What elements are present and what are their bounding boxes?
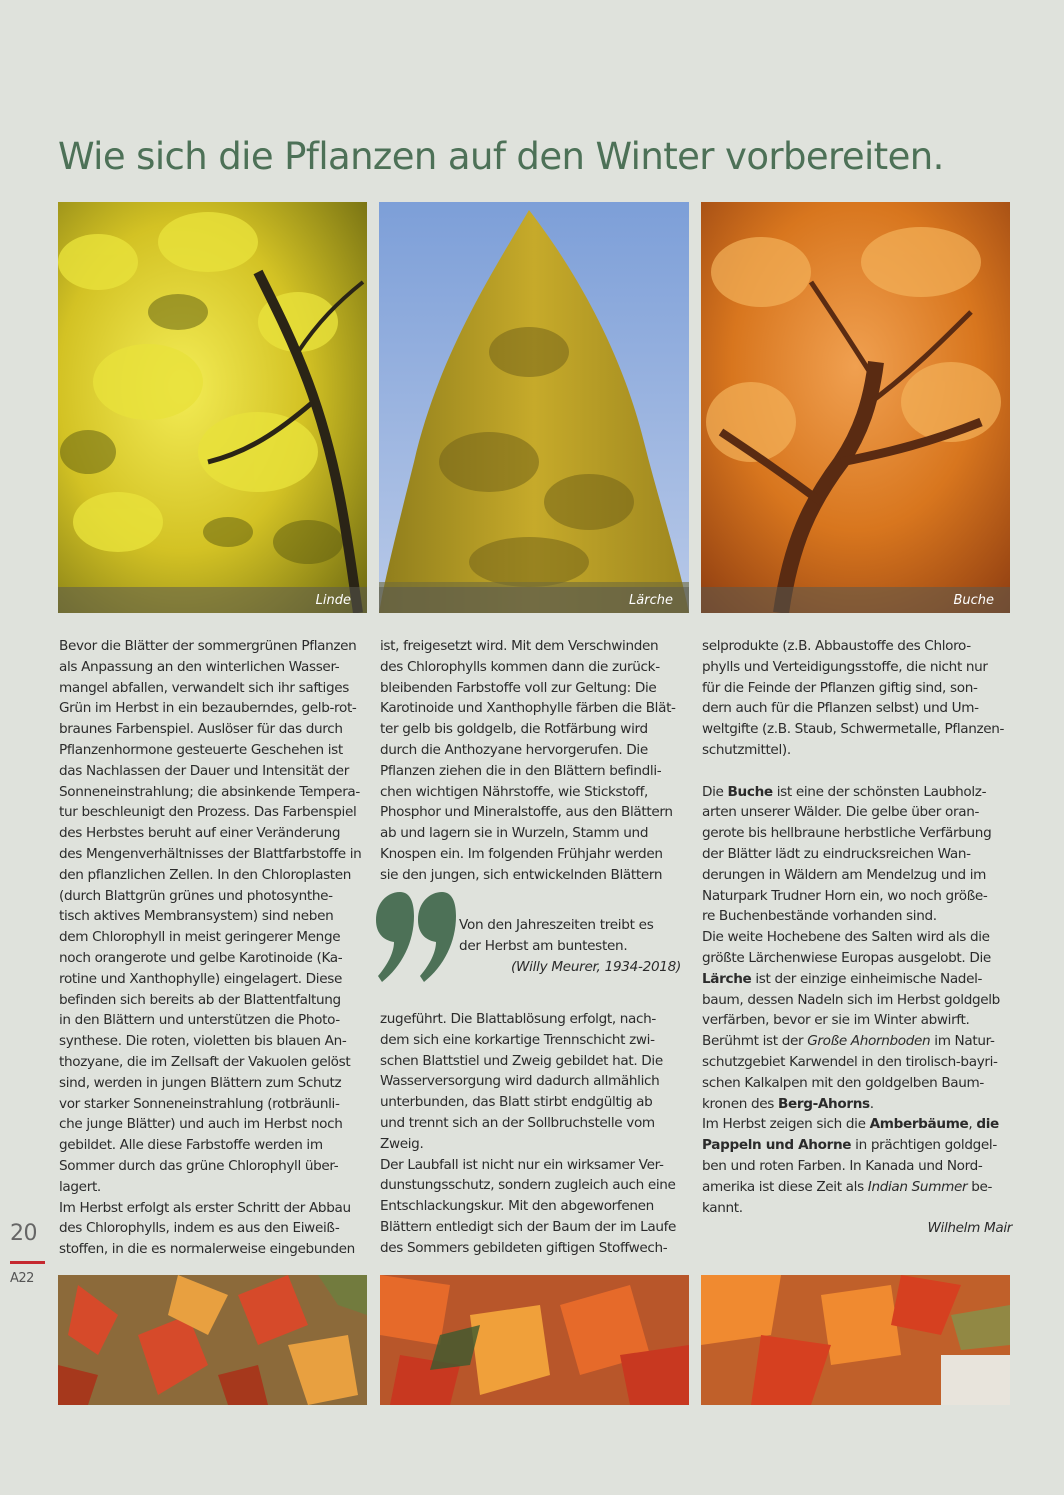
text: amerika ist diese Zeit als — [702, 1178, 868, 1195]
body-line: ist, freigesetzt wird. Mit dem Verschwinden — [380, 638, 659, 654]
body-line: schen Blattstiel und Zweig gebildet hat. Die — [380, 1052, 663, 1069]
body-line: arten unserer Wälder. Die gelbe über oran- — [702, 804, 980, 821]
buche-photo — [701, 202, 1010, 613]
body-line: baum, dessen Nadeln sich im Herbst goldgelb — [702, 991, 1000, 1008]
body-line: weltgifte (z.B. Staub, Schwermetalle, Pflanzen- — [702, 721, 1005, 738]
body-line: tur beschleunigt den Prozess. Das Farbenspiel — [59, 804, 357, 821]
oak-leaves-photo — [380, 1275, 689, 1405]
body-line: Entschlackungskur. Mit den abgeworfenen — [380, 1198, 654, 1215]
highlight-buche: Buche — [727, 783, 773, 800]
body-line: derungen in Wäldern am Mendelzug und im — [702, 866, 987, 883]
body-line: und trennt sich an der Sollbruchstelle vom — [380, 1114, 655, 1131]
amberbaum-leaves-photo — [58, 1275, 367, 1405]
body-line: Phosphor und Mineralstoffe, aus den Blättern — [380, 804, 673, 821]
quotation-mark-icon — [372, 890, 456, 990]
body-line: Sonneneinstrahlung; die absinkende Tempera- — [59, 783, 360, 800]
body-line: Knospen ein. Im folgenden Frühjahr werden — [380, 845, 663, 862]
body-line — [702, 1031, 1012, 1052]
body-line — [702, 969, 1012, 990]
highlight-berg-ahorn: Berg-Ahorns — [777, 1095, 870, 1112]
text: , — [968, 1116, 977, 1133]
body-line: zugeführt. Die Blattablösung erfolgt, nach- — [380, 1011, 656, 1027]
text: kronen des — [702, 1095, 778, 1112]
body-line: phylls und Verteidigungsstoffe, die nicht nur — [702, 658, 988, 675]
text: . — [869, 1095, 874, 1112]
text: ist eine der schönsten Laubholz- — [772, 783, 987, 800]
body-line — [702, 1177, 1012, 1198]
body-line: verfärben, bevor er sie im Winter abwirft. — [702, 1012, 970, 1029]
quote-line: Von den Jahreszeiten treibt es — [459, 917, 654, 933]
body-line: Der Laubfall ist nicht nur ein wirksamer Ver- — [380, 1156, 664, 1173]
body-line: als Anpassung an den winterlichen Wasser- — [59, 658, 340, 675]
linde-photo — [58, 202, 367, 613]
body-line: ab und lagern sie in Wurzeln, Stamm und — [380, 825, 649, 842]
highlight-laerche: Lärche — [702, 970, 752, 987]
body-line: mangel abfallen, verwandelt sich ihr saftiges — [59, 679, 349, 696]
body-line: gebildet. Alle diese Farbstoffe werden im — [59, 1137, 323, 1154]
highlight-pappeln-ahorne: Pappeln und Ahorne — [702, 1137, 852, 1154]
body-line: Pflanzen ziehen die in den Blättern befindli- — [380, 762, 662, 779]
highlight-amberbaeume: Amberbäume — [869, 1116, 969, 1133]
body-line: ben und roten Farben. In Kanada und Nord- — [702, 1157, 983, 1174]
body-line: größte Lärchenwiese Europas ausgelobt. Die — [702, 949, 991, 966]
pull-quote — [459, 915, 689, 978]
body-line: stoffen, in die es normalerweise eingebunden — [59, 1241, 355, 1258]
body-line: sind, werden in jungen Blättern zum Schutz — [59, 1074, 342, 1091]
body-line: Im Herbst erfolgt als erster Schritt der Abbau — [59, 1199, 351, 1216]
body-line: sie den jungen, sich entwickelnden Blättern — [380, 866, 663, 883]
text-column-3 — [702, 636, 1012, 1239]
buche-caption: Buche — [953, 593, 994, 608]
highlight-die: die — [976, 1116, 999, 1133]
body-line: des Chlorophylls, indem es aus den Eiweiß- — [59, 1220, 340, 1237]
body-line: dem Chlorophyll in meist geringerer Menge — [59, 929, 341, 946]
text: Im Herbst zeigen sich die — [702, 1116, 870, 1133]
emphasis-indian-summer: Indian Summer — [867, 1178, 968, 1195]
text: ist der einzige einheimische Nadel- — [751, 970, 983, 987]
body-line: dunstungsschutz, sondern zugleich auch eine — [380, 1177, 676, 1194]
text: in prächtigen goldgel- — [851, 1137, 997, 1154]
body-line: schutzgebiet Karwendel in den tirolisch-bayri- — [702, 1053, 998, 1070]
body-line: tisch aktives Membransystem) sind neben — [59, 908, 334, 925]
emphasis-ahornboden: Große Ahornboden — [807, 1033, 931, 1050]
body-line: schen Kalkalpen mit den goldgelben Baum- — [702, 1074, 984, 1091]
text: im Natur- — [930, 1033, 995, 1050]
text: be- — [967, 1178, 993, 1195]
author-signature: Wilhelm Mair — [927, 1220, 1012, 1237]
body-line: braunes Farbenspiel. Auslöser für das durch — [59, 721, 343, 738]
body-line: Blättern entledigt sich der Baum der im Laufe — [380, 1218, 677, 1235]
body-line: der Blätter lädt zu eindrucksreichen Wan- — [702, 845, 971, 862]
body-line: des Herbstes beruht auf einer Veränderung — [59, 825, 341, 842]
text: Berühmt ist der — [702, 1033, 808, 1050]
body-line — [702, 1114, 1012, 1135]
body-line: Wasserversorgung wird dadurch allmählich — [380, 1073, 660, 1090]
body-line: dern auch für die Pflanzen selbst) und Um- — [702, 700, 979, 717]
laerche-caption: Lärche — [629, 593, 673, 608]
body-line: befinden sich bereits ab der Blattentfaltung — [59, 991, 341, 1008]
accent-divider — [10, 1261, 45, 1264]
body-line — [702, 1094, 1012, 1115]
issue-label: A22 — [10, 1271, 34, 1286]
text-column-2-top — [380, 636, 690, 886]
body-line: lagert. — [59, 1178, 101, 1195]
body-line: in den Blättern und unterstützen die Photo- — [59, 1012, 340, 1029]
body-line: noch orangerote und gelbe Karotinoide (Ka- — [59, 949, 343, 966]
body-line: Grün im Herbst in ein bezauberndes, gelb-rot- — [59, 700, 357, 717]
body-line: dem sich eine korkartige Trennschicht zwi- — [380, 1031, 655, 1048]
linde-caption: Linde — [315, 593, 351, 608]
body-line: che junge Blätter) und auch im Herbst noch — [59, 1116, 343, 1133]
body-line: Sommer durch das grüne Chlorophyll über- — [59, 1157, 339, 1174]
body-line: Karotinoide und Xanthophylle färben die Blät- — [380, 700, 676, 717]
body-line: schutzmittel). — [702, 741, 791, 758]
quote-line: der Herbst am buntesten. — [459, 938, 628, 954]
body-line: thozyane, die im Zellsaft der Vakuolen gelöst — [59, 1053, 351, 1070]
body-line: des Chlorophylls kommen dann die zurück- — [380, 658, 660, 675]
quote-author: (Willy Meurer, 1934-2018) — [511, 959, 681, 975]
body-line: (durch Blattgrün grünes und photosynthe- — [59, 887, 333, 904]
body-line — [702, 782, 1012, 803]
body-line: des Mengenverhältnisses der Blattfarbstoffe in — [59, 845, 362, 862]
body-line: Bevor die Blätter der sommergrünen Pflanzen — [59, 638, 357, 654]
body-line: kannt. — [702, 1199, 743, 1216]
body-line: Zweig. — [380, 1135, 424, 1152]
text: Die — [702, 783, 728, 800]
body-line: rotine und Xanthophylle) eingelagert. Diese — [59, 970, 342, 987]
body-line: gerote bis hellbraune herbstliche Verfärbung — [702, 825, 992, 842]
laerche-photo — [379, 202, 689, 613]
text-column-1 — [59, 636, 369, 1260]
body-line: den pflanzlichen Zellen. In den Chloroplasten — [59, 866, 352, 883]
body-line: selprodukte (z.B. Abbaustoffe des Chloro- — [702, 638, 971, 654]
text-column-2-bottom — [380, 1009, 690, 1259]
body-line: durch die Anthozyane hervorgerufen. Die — [380, 741, 648, 758]
page-title: Wie sich die Pflanzen auf den Winter vorbereiten. — [58, 135, 944, 178]
body-line: Pflanzenhormone gesteuerte Geschehen ist — [59, 741, 343, 758]
body-line: vor starker Sonneneinstrahlung (rotbräunli- — [59, 1095, 340, 1112]
body-line: bleibenden Farbstoffe voll zur Geltung: Die — [380, 679, 657, 696]
body-line — [702, 1135, 1012, 1156]
body-line: unterbunden, das Blatt stirbt endgültig ab — [380, 1094, 653, 1111]
body-line: ter gelb bis goldgelb, die Rotfärbung wird — [380, 721, 648, 738]
body-line: Die weite Hochebene des Salten wird als die — [702, 929, 990, 946]
body-line: das Nachlassen der Dauer und Intensität der — [59, 762, 349, 779]
autumn-leaves-photo — [701, 1275, 1010, 1405]
page-number: 20 — [10, 1221, 37, 1246]
body-line: chen wichtigen Nährstoffe, wie Stickstoff, — [380, 783, 649, 800]
body-line: des Sommers gebildeten giftigen Stoffwech- — [380, 1239, 668, 1256]
body-line: synthese. Die roten, violetten bis blauen An- — [59, 1033, 347, 1050]
body-line: für die Feinde der Pflanzen giftig sind, son- — [702, 679, 978, 696]
body-line: re Buchenbestände vorhanden sind. — [702, 908, 937, 925]
body-line: Naturpark Trudner Horn ein, wo noch größe- — [702, 887, 988, 904]
